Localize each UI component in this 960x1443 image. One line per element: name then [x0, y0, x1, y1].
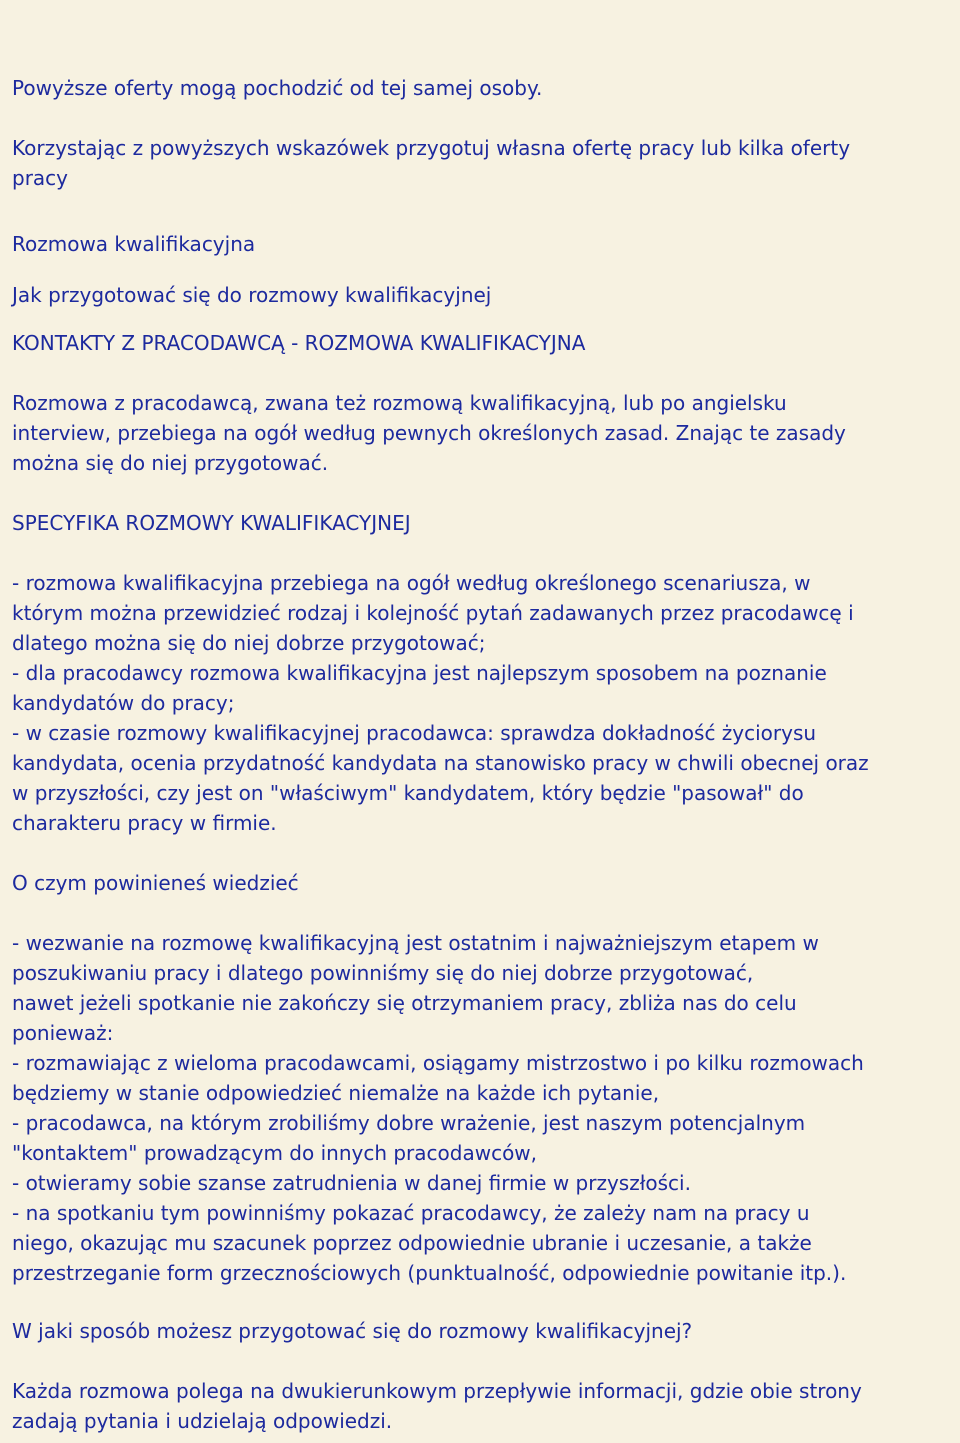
paragraph-prepare-offer-task: Korzystając z powyższych wskazówek przygotuj własna ofertę pracy lub kilka oferty pracy	[12, 136, 851, 190]
paragraph-same-person-note: Powyższe oferty mogą pochodzić od tej samej osoby.	[12, 76, 543, 100]
heading-what-to-know: O czym powinieneś wiedzieć	[12, 871, 299, 895]
heading-how-can-you-prepare: W jaki sposób możesz przygotować się do rozmowy kwalifikacyjnej?	[12, 1319, 693, 1343]
paragraph-two-way-information: Każda rozmowa polega na dwukierunkowym przepływie informacji, gdzie obie strony zadają pytania i udzielają odpowiedzi.	[12, 1379, 862, 1433]
heading-how-to-prepare: Jak przygotować się do rozmowy kwalifikacyjnej	[12, 283, 492, 307]
paragraph-what-to-know-list: - wezwanie na rozmowę kwalifikacyjną jest ostatnim i najważniejszym etapem w poszukiwaniu pracy i dlatego powinniśmy się do niej dobrze przygotować, nawet jeżeli spotkanie nie zakończy się otrzymaniem pracy, zbliża nas do celu ponieważ: - rozmawiając z wieloma pracodawcami, osiągamy mistrzostwo i po kilku rozmowach będziemy w stanie odpowiedzieć niemalże na każde ich pytanie, - pracodawca, na którym zrobiliśmy dobre wrażenie, jest naszym potencjalnym "kontaktem" prowadzącym do innych pracodawców, - otwieramy sobie szanse zatrudnienia w danej firmie w przyszłości. - na spotkaniu tym powinniśmy pokazać pracodawcy, że zależy nam na pracy u niego, okazując mu szacunek poprzez odpowiednie ubranie i uczesanie, a także przestrzeganie form grzecznościowych (punktualność, odpowiednie powitanie itp.).	[12, 931, 864, 1285]
heading-job-interview: Rozmowa kwalifikacyjna	[12, 232, 256, 256]
heading-employer-contacts: KONTAKTY Z PRACODAWCĄ - ROZMOWA KWALIFIKACYJNA	[12, 331, 586, 355]
paragraph-interview-specifics-list: - rozmowa kwalifikacyjna przebiega na ogół według określonego scenariusza, w którym można przewidzieć rodzaj i kolejność pytań zadawanych przez pracodawcę i dlatego można się do niej dobrze przygotować; - dla pracodawcy rozmowa kwalifikacyjna jest najlepszym sposobem na poznanie kandydatów do pracy; - w czasie rozmowy kwalifikacyjnej pracodawca: sprawdza dokładność życiorysu kandydata, ocenia przydatność kandydata na stanowisko pracy w chwili obecnej oraz w przyszłości, czy jest on "właściwym" kandydatem, który będzie "pasował" do charakteru pracy w firmie.	[12, 571, 869, 835]
heading-interview-specifics: SPECYFIKA ROZMOWY KWALIFIKACYJNEJ	[12, 511, 411, 535]
paragraph-interview-intro: Rozmowa z pracodawcą, zwana też rozmową kwalifikacyjną, lub po angielsku interview, przebiega na ogół według pewnych określonych zasad. Znając te zasady można się do niej przygotować.	[12, 391, 846, 475]
